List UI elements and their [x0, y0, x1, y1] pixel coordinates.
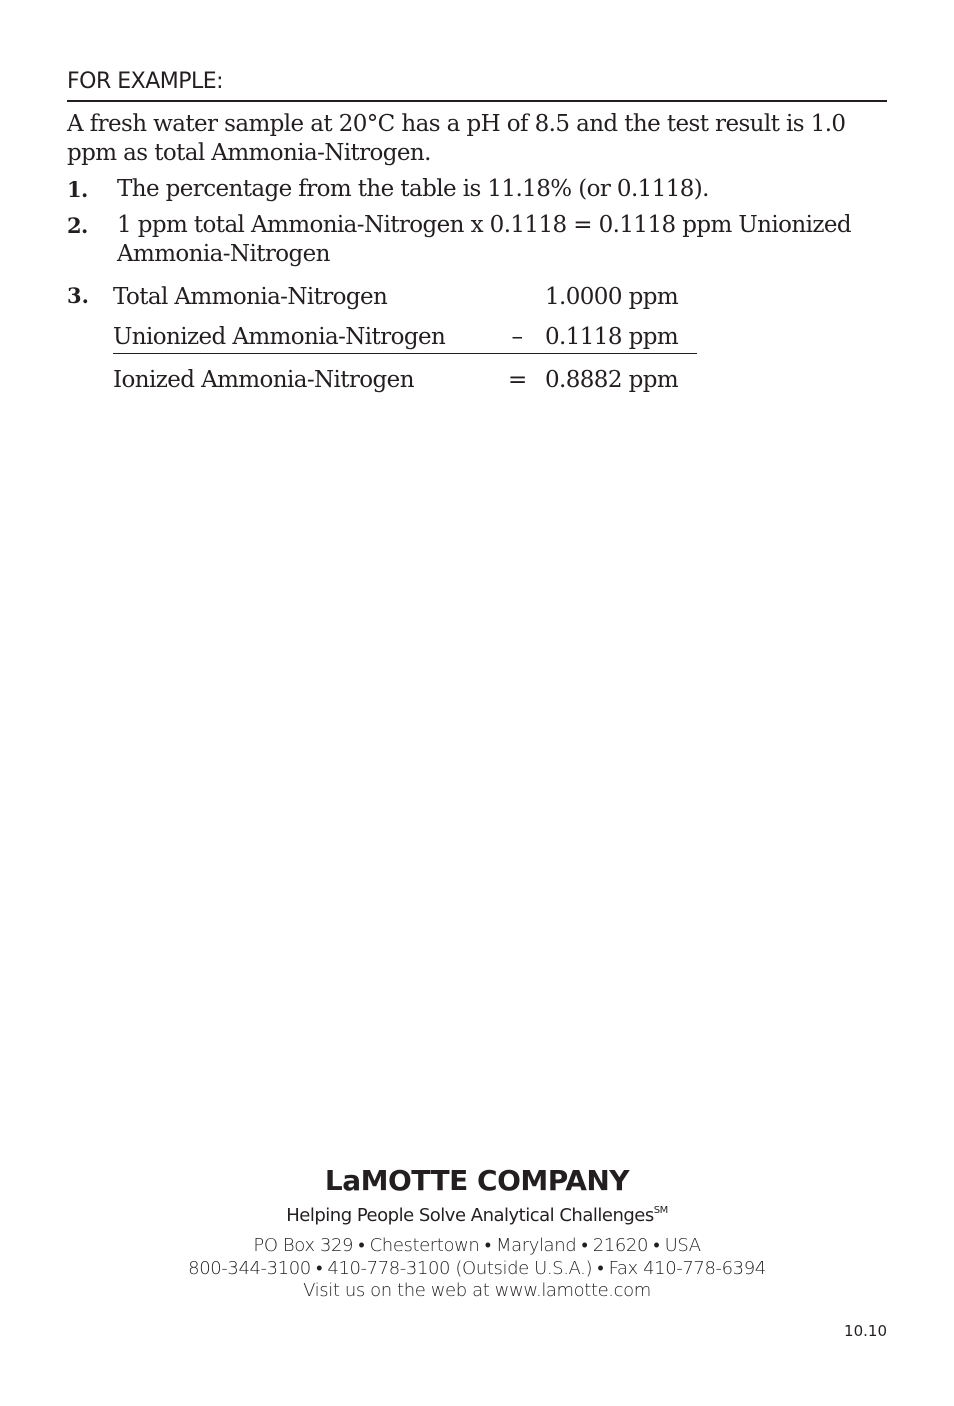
calc-row-operator: =: [508, 367, 527, 393]
company-phone: 800-344-3100 • 410-778-3100 (Outside U.S.A.) • Fax 410-778-6394: [188, 1258, 766, 1279]
intro-paragraph: A fresh water sample at 20°C has a pH of 8.5 and the test result is 1.0 ppm as total Ammonia-Nitrogen.: [67, 111, 846, 166]
tagline-text: Helping People Solve Analytical Challenges: [286, 1205, 654, 1226]
document-version: 10.10: [844, 1322, 887, 1340]
calc-row-unionized: [113, 321, 697, 354]
calc-row-operator: –: [511, 324, 523, 350]
step-1-text: The percentage from the table is 11.18% (or 0.1118).: [117, 176, 709, 202]
company-address: PO Box 329 • Chestertown • Maryland • 21620 • USA: [253, 1235, 701, 1256]
company-website: Visit us on the web at www.lamotte.com: [303, 1280, 651, 1301]
calc-row-total: [113, 281, 697, 313]
calc-row-label: Total Ammonia-Nitrogen: [113, 284, 388, 310]
calc-row-label: Unionized Ammonia-Nitrogen: [113, 324, 446, 350]
step-2-text: 1 ppm total Ammonia-Nitrogen x 0.1118 = 0.1118 ppm Unionized Ammonia-Nitrogen: [117, 212, 852, 267]
company-tagline: [0, 1203, 954, 1229]
step-3-number: 3.: [67, 283, 89, 308]
calc-row-value: 0.1118 ppm: [545, 324, 679, 350]
step-1-number: 1.: [67, 177, 88, 202]
step-2-number: 2.: [67, 213, 88, 238]
calc-row-label: Ionized Ammonia-Nitrogen: [113, 367, 414, 393]
service-mark: SM: [653, 1205, 668, 1216]
calc-row-value: 1.0000 ppm: [545, 284, 679, 310]
calc-row-value: 0.8882 ppm: [545, 367, 679, 393]
calc-row-ionized: [113, 364, 697, 396]
company-name: LaMOTTE COMPANY: [324, 1164, 630, 1197]
section-heading: FOR EXAMPLE:: [67, 66, 887, 102]
